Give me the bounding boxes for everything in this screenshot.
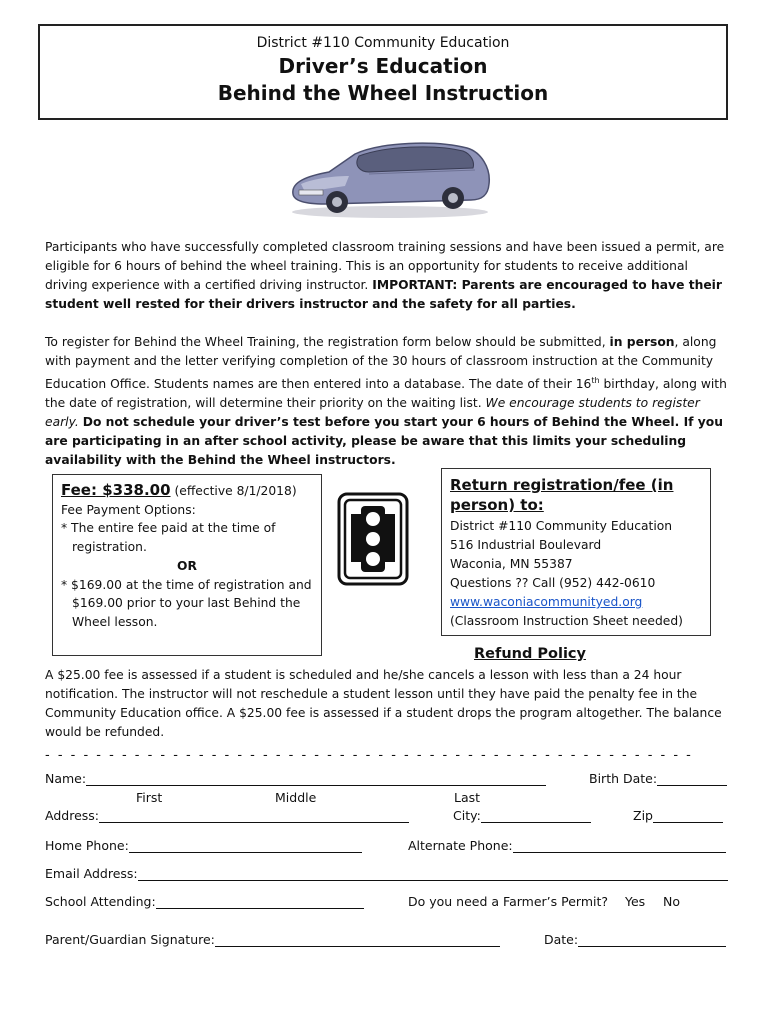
- birth-date-label: Birth Date:: [589, 771, 658, 786]
- intro-text: Participants who have successfully completed classroom training sessions and have been issued a permit, are eligible for 6 hours of behind the wheel training. This is an opportunity for students to receive additional driving experience with a certified driving instructor.: [45, 240, 725, 292]
- zip-line[interactable]: [653, 808, 723, 823]
- farmer-permit-question: Do you need a Farmer’s Permit?: [408, 894, 609, 909]
- home-phone-line[interactable]: [129, 838, 362, 853]
- farmer-yes-option[interactable]: Yes: [625, 894, 646, 909]
- intro-paragraph: [45, 238, 727, 314]
- school-field[interactable]: [45, 894, 364, 909]
- fee-box: [52, 474, 322, 656]
- register-in-person: in person: [609, 335, 675, 349]
- return-phone: Questions ?? Call (952) 442-0610: [450, 576, 656, 590]
- fee-option-1: * The entire fee paid at the time of registration.: [61, 521, 276, 555]
- alt-phone-line[interactable]: [513, 838, 726, 853]
- page-title: Driver’s Education: [278, 54, 488, 78]
- signature-line[interactable]: [215, 932, 500, 947]
- birth-date-field[interactable]: [589, 771, 727, 786]
- register-text-3: birthday, along with the date of registration, will determine their priority on the waiting list.: [45, 377, 727, 411]
- zip-label: Zip: [633, 808, 653, 823]
- alt-phone-field[interactable]: [408, 838, 726, 853]
- zip-field[interactable]: [633, 808, 723, 823]
- date-label: Date:: [544, 932, 579, 947]
- register-warning: Do not schedule your driver’s test before you start your 6 hours of Behind the Wheel. If you are participating in an after school activity, please be aware that this limits your scheduling availability with the Behind the Wheel instructors.: [45, 415, 723, 468]
- district-name: District #110 Community Education: [256, 35, 510, 51]
- city-label: City:: [453, 808, 481, 823]
- fee-option-2: * $169.00 at the time of registration and $169.00 prior to your last Behind the Wheel lesson.: [61, 577, 312, 629]
- name-field[interactable]: [45, 771, 546, 786]
- register-paragraph: [45, 333, 727, 470]
- address-field[interactable]: [45, 808, 409, 823]
- last-label: Last: [454, 790, 481, 805]
- name-line[interactable]: [86, 771, 546, 786]
- header-box: [38, 24, 728, 120]
- signature-label: Parent/Guardian Signature:: [45, 932, 215, 947]
- first-label: First: [136, 790, 163, 805]
- school-label: School Attending:: [45, 894, 156, 909]
- register-sup: th: [591, 376, 600, 385]
- home-phone-field[interactable]: [45, 838, 362, 853]
- return-title: Return registration/fee (in person) to:: [450, 476, 674, 514]
- alt-phone-label: Alternate Phone:: [408, 838, 513, 853]
- refund-heading: Refund Policy: [474, 646, 586, 662]
- fee-or: OR: [177, 558, 197, 573]
- return-box: [441, 468, 711, 636]
- fee-options-label: Fee Payment Options:: [61, 502, 196, 517]
- page-subtitle: Behind the Wheel Instruction: [217, 81, 549, 105]
- signature-field[interactable]: [45, 932, 500, 947]
- email-line[interactable]: [138, 866, 728, 881]
- cut-line: - - - - - - - - - - - - - - - - - - - - - - - - - - - - - - - - - - - - - - - - - - - - - - - - - - -: [45, 748, 693, 763]
- date-field[interactable]: [544, 932, 726, 947]
- refund-text: A $25.00 fee is assessed if a student is scheduled and he/she cancels a lesson with less than a 24 hour notification. The instructor will not reschedule a student lesson until they have paid the penalty fee in the Community Education office. A $25.00 fee is assessed if a student drops the program altogether. The balance would be refunded.: [45, 668, 722, 739]
- register-text-1: To register for Behind the Wheel Training, the registration form below should be submitted,: [45, 335, 606, 349]
- return-line-3: Waconia, MN 55387: [450, 557, 573, 571]
- home-phone-label: Home Phone:: [45, 838, 129, 853]
- address-line[interactable]: [99, 808, 409, 823]
- register-encourage: We encourage students to register early.: [45, 396, 700, 430]
- return-line-2: 516 Industrial Boulevard: [450, 538, 602, 552]
- register-text-2: , along with payment and the letter verifying completion of the 30 hours of classroom instruction at the Community Education Office. Students names are then entered into a database. The date of their 16: [45, 335, 717, 392]
- name-label: Name:: [45, 771, 87, 786]
- website-link[interactable]: www.waconiacommunityed.org: [450, 595, 643, 609]
- farmer-no-option[interactable]: No: [663, 894, 680, 909]
- traffic-light-icon: [337, 492, 409, 586]
- address-label: Address:: [45, 808, 99, 823]
- email-field[interactable]: [45, 866, 728, 881]
- middle-label: Middle: [275, 790, 317, 805]
- date-line[interactable]: [578, 932, 726, 947]
- school-line[interactable]: [156, 894, 364, 909]
- car-image: [285, 138, 495, 220]
- birth-date-line[interactable]: [657, 771, 727, 786]
- fee-effective: (effective 8/1/2018): [174, 484, 297, 498]
- email-label: Email Address:: [45, 866, 138, 881]
- return-line-1: District #110 Community Education: [450, 519, 673, 533]
- fee-title: Fee: $338.00: [61, 481, 171, 499]
- intro-important: IMPORTANT: Parents are encouraged to have their student well rested for their drivers instructor and the safety for all parties.: [45, 278, 722, 311]
- city-field[interactable]: [453, 808, 591, 823]
- return-note: (Classroom Instruction Sheet needed): [450, 614, 683, 628]
- city-line[interactable]: [481, 808, 591, 823]
